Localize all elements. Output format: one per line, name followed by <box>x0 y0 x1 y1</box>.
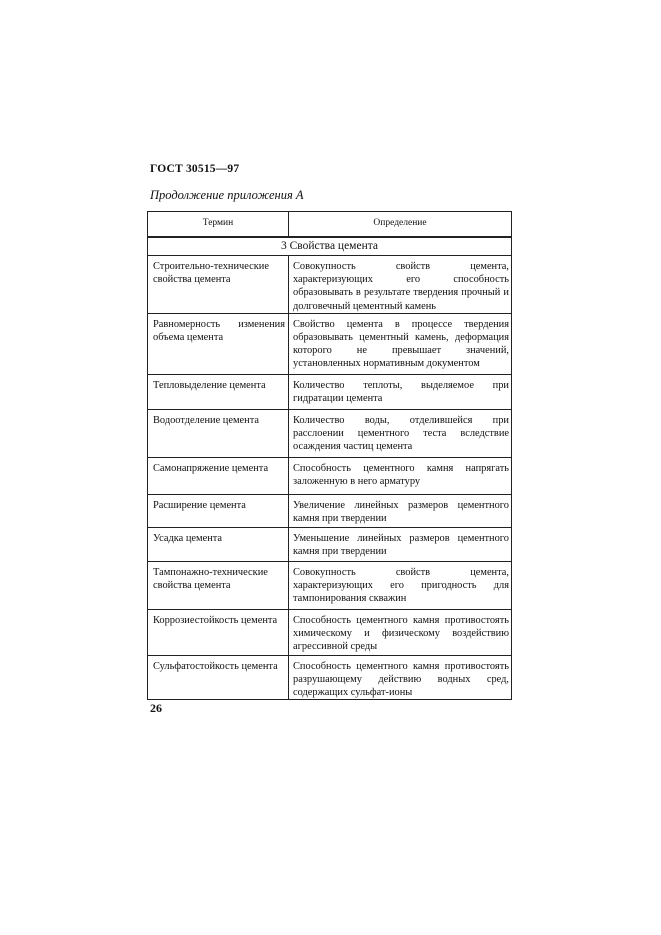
table-row <box>148 561 512 609</box>
definition-cell: Совокупность свойств цемента, характеризующих его способность образовывать в результате твердения прочный и долговечный цементный камень <box>289 256 512 314</box>
appendix-continuation: Продолжение приложения А <box>150 188 304 202</box>
table-row <box>148 374 512 409</box>
table-row <box>148 409 512 457</box>
term-cell: Самонапряжение цемента <box>148 457 289 494</box>
column-header-definition: Определение <box>289 212 512 238</box>
definition-cell: Уменьшение линейных размеров цементного камня при твердении <box>289 527 512 561</box>
table-row <box>148 609 512 655</box>
term-cell: Водоотделение цемента <box>148 409 289 457</box>
term-cell: Сульфатостойкость цемента <box>148 655 289 700</box>
definition-cell: Свойство цемента в процессе твердения образовывать цементный камень, деформация которого не превышает значений, установленных нормативным документом <box>289 313 512 374</box>
definition-cell: Способность цементного камня противостоять разрушающему действию водных сред, содержащих сульфат-ионы <box>289 655 512 700</box>
table-header-row <box>148 212 512 238</box>
table-row <box>148 494 512 527</box>
table-row <box>148 313 512 374</box>
column-header-term: Термин <box>148 212 289 238</box>
definition-cell: Количество воды, отделившейся при расслоении цементного теста вследствие осаждения частиц цемента <box>289 409 512 457</box>
term-cell: Тепловыделение цемента <box>148 374 289 409</box>
terms-table <box>147 211 512 700</box>
table-row <box>148 655 512 700</box>
term-cell: Усадка цемента <box>148 527 289 561</box>
table-row <box>148 457 512 494</box>
term-cell: Расширение цемента <box>148 494 289 527</box>
definition-cell: Количество теплоты, выделяемое при гидратации цемента <box>289 374 512 409</box>
definition-cell: Способность цементного камня напрягать заложенную в него арматуру <box>289 457 512 494</box>
term-cell: Строительно-технические свойства цемента <box>148 256 289 314</box>
term-cell: Тампонажно-технические свойства цемента <box>148 561 289 609</box>
section-row <box>148 237 512 256</box>
definition-cell: Увеличение линейных размеров цементного камня при твердении <box>289 494 512 527</box>
term-cell: Коррозиестойкость цемента <box>148 609 289 655</box>
definition-cell: Способность цементного камня противостоять химическому и физическому воздействию агрессивной среды <box>289 609 512 655</box>
document-code: ГОСТ 30515—97 <box>150 163 240 175</box>
section-title: 3 Свойства цемента <box>148 237 512 256</box>
term-cell: Равномерность изменения объема цемента <box>148 313 289 374</box>
table-row <box>148 527 512 561</box>
page-number: 26 <box>150 701 162 715</box>
table-row <box>148 256 512 314</box>
definition-cell: Совокупность свойств цемента, характеризующих его пригодность для тампонирования скважин <box>289 561 512 609</box>
